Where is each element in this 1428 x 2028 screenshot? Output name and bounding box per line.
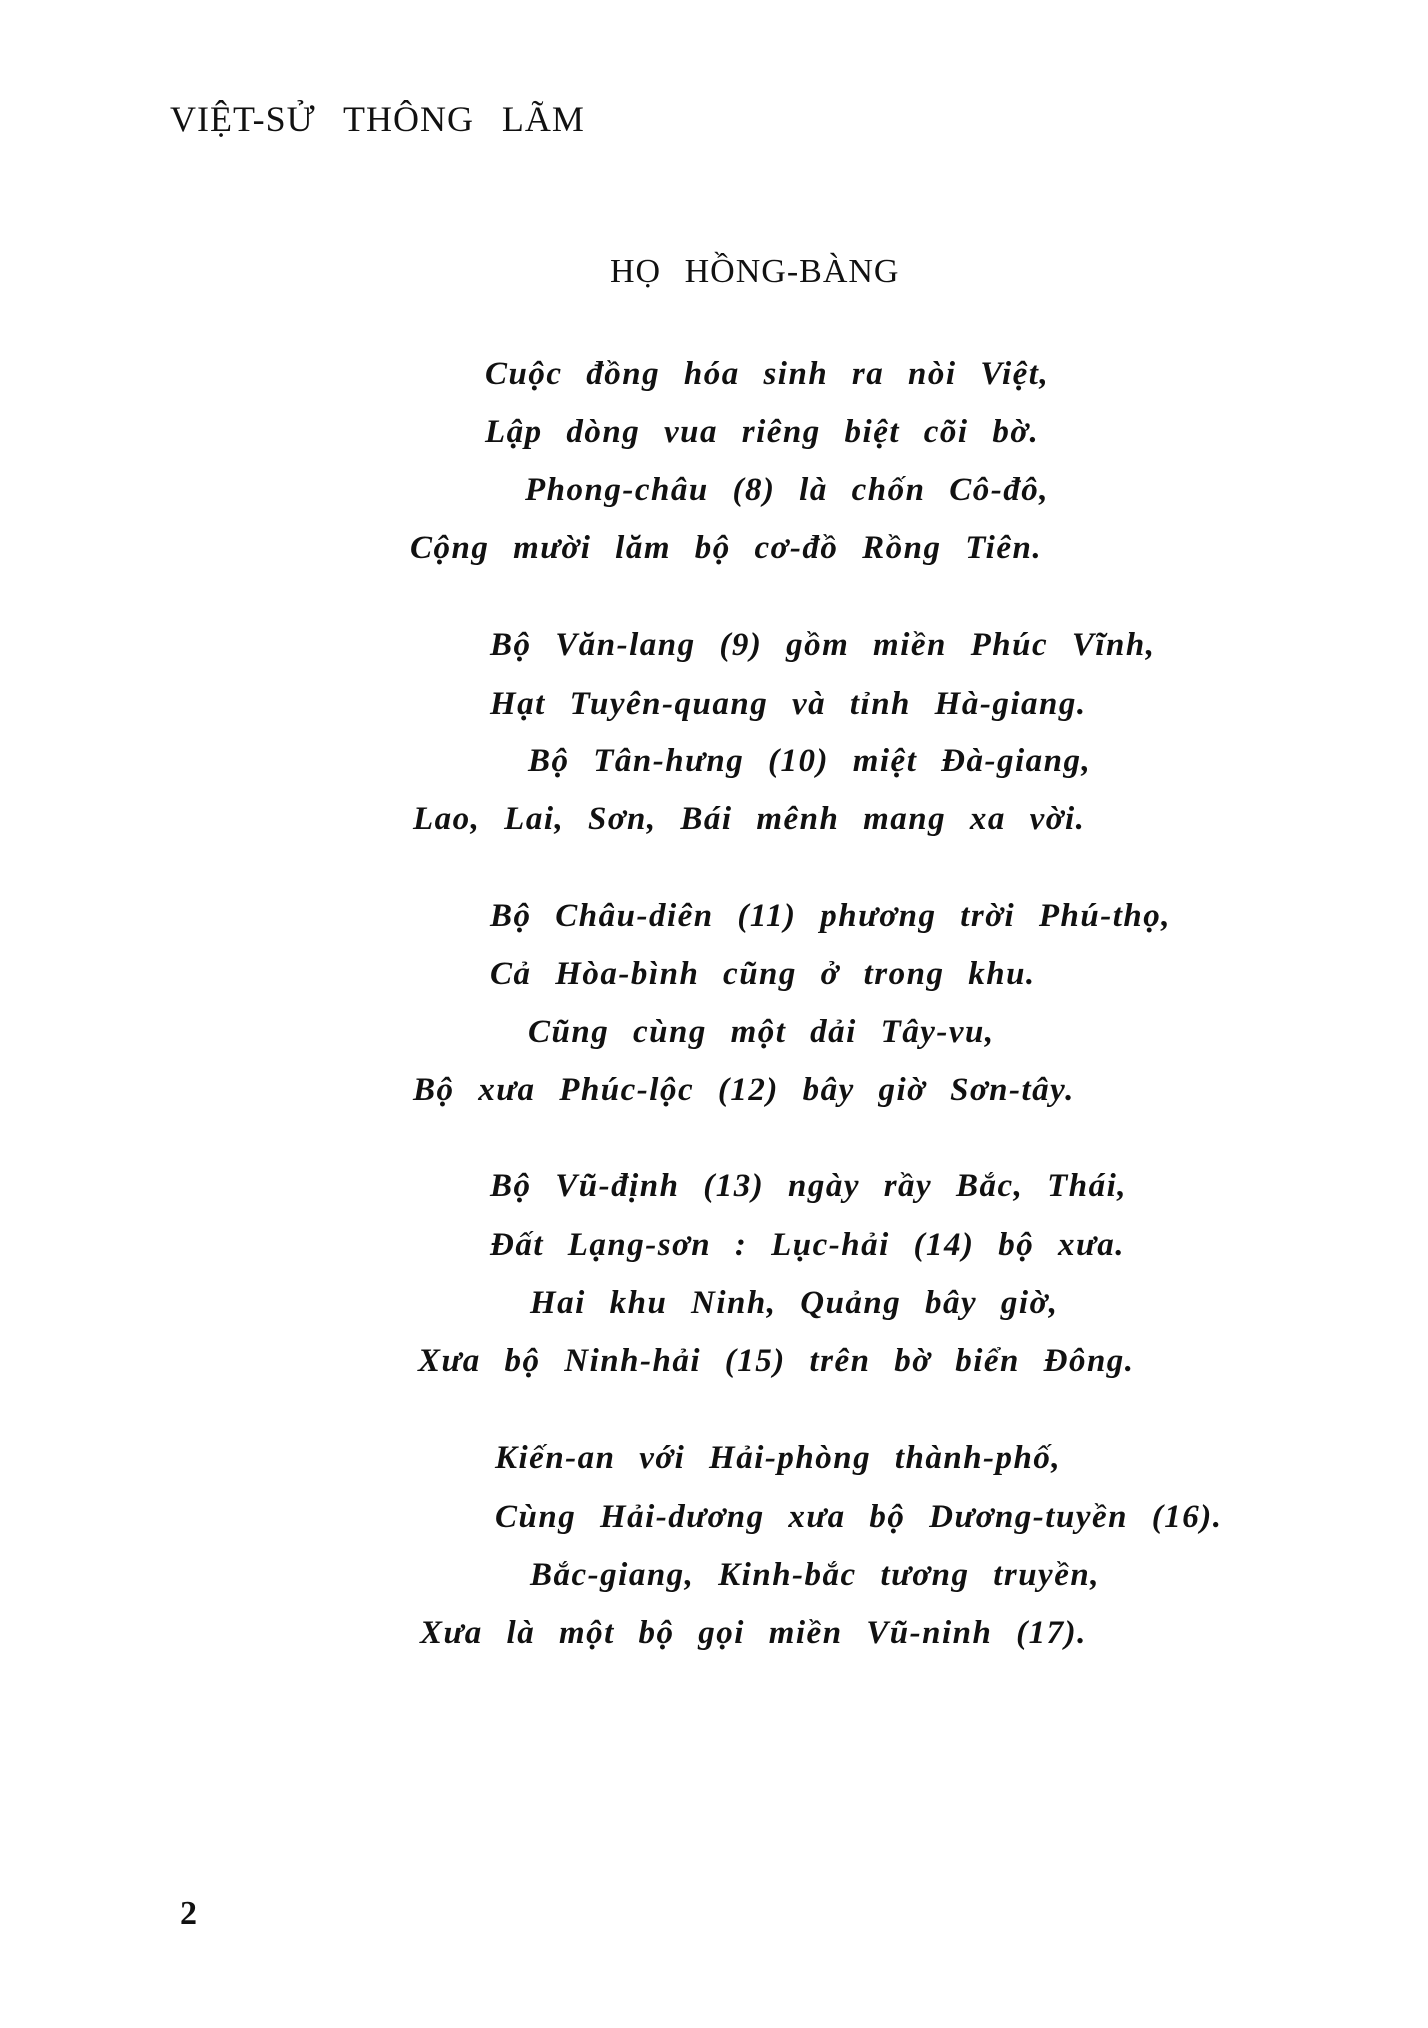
- verse-line: Hai khu Ninh, Quảng bây giờ,: [530, 1285, 1059, 1321]
- verse-line: Bộ Văn-lang (9) gồm miền Phúc Vĩnh,: [490, 627, 1156, 663]
- verse-line: Đất Lạng-sơn : Lục-hải (14) bộ xưa.: [490, 1227, 1126, 1263]
- section-title: HỌ HỒNG-BÀNG: [610, 253, 900, 290]
- verse-line: Bộ xưa Phúc-lộc (12) bây giờ Sơn-tây.: [413, 1072, 1075, 1108]
- verse-line: Cũng cùng một dải Tây-vu,: [528, 1014, 995, 1050]
- verse-line: Cộng mười lăm bộ cơ-đồ Rồng Tiên.: [410, 530, 1043, 566]
- verse-line: Xưa là một bộ gọi miền Vũ-ninh (17).: [420, 1615, 1087, 1651]
- running-head: VIỆT-SỬ THÔNG LÃM: [170, 99, 585, 139]
- verse-line: Lao, Lai, Sơn, Bái mênh mang xa vời.: [413, 801, 1086, 837]
- verse-line: Phong-châu (8) là chốn Cô-đô,: [525, 472, 1049, 508]
- verse-line: Kiến-an với Hải-phòng thành-phố,: [495, 1440, 1062, 1476]
- verse-line: Cuộc đồng hóa sinh ra nòi Việt,: [485, 356, 1050, 392]
- verse-line: Lập dòng vua riêng biệt cõi bờ.: [485, 414, 1040, 450]
- verse-line: Cả Hòa-bình cũng ở trong khu.: [490, 956, 1036, 992]
- verse-line: Bộ Vũ-định (13) ngày rầy Bắc, Thái,: [490, 1168, 1128, 1204]
- verse-line: Cùng Hải-dương xưa bộ Dương-tuyền (16).: [495, 1499, 1223, 1535]
- verse-line: Bộ Châu-diên (11) phương trời Phú-thọ,: [490, 898, 1171, 934]
- page-number: 2: [180, 1895, 197, 1932]
- verse-line: Bộ Tân-hưng (10) miệt Đà-giang,: [528, 743, 1092, 779]
- verse-line: Hạt Tuyên-quang và tỉnh Hà-giang.: [490, 686, 1087, 722]
- verse-line: Bắc-giang, Kinh-bắc tương truyền,: [530, 1557, 1100, 1593]
- verse-line: Xưa bộ Ninh-hải (15) trên bờ biển Đông.: [418, 1343, 1135, 1379]
